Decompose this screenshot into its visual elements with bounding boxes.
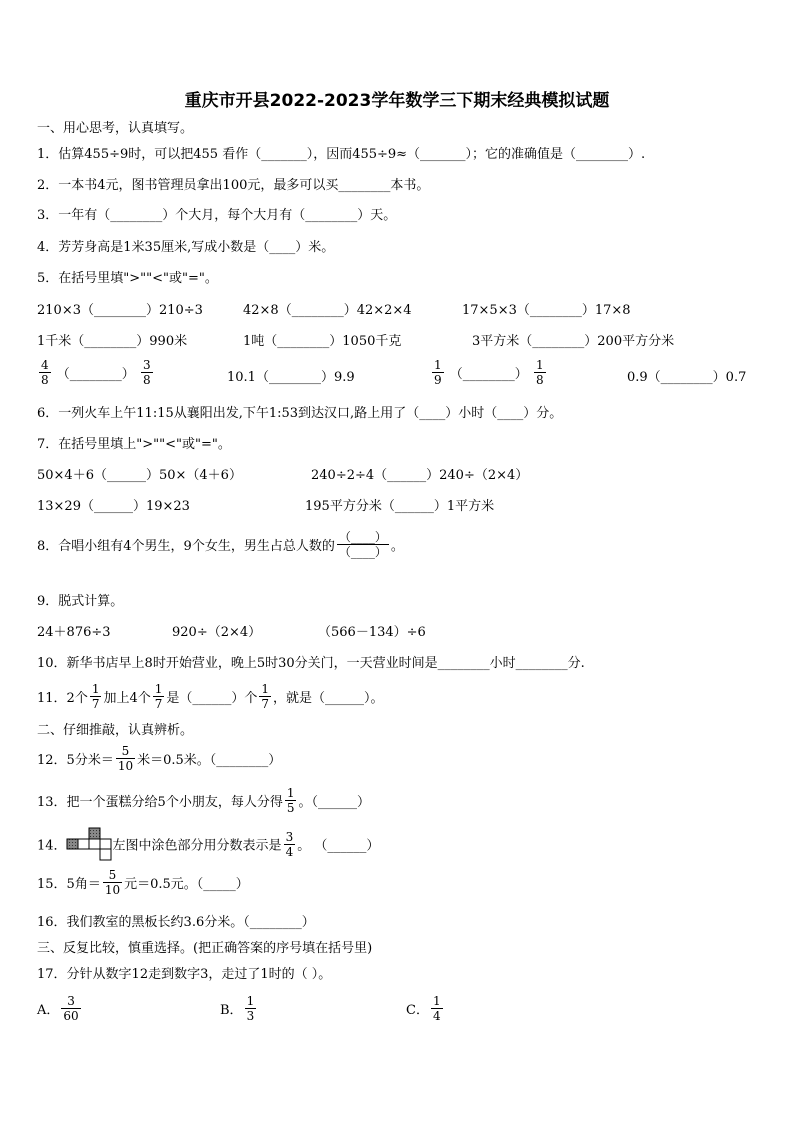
question-6: 6．一列火车上午11:15从襄阳出发,下午1:53到达汉口,路上用了（____）小时（____）分。 (37, 406, 563, 421)
q7-item: 13×29（______）19×23 (37, 499, 190, 514)
fraction: $\frac{1}{3}$ (246, 994, 255, 1023)
fraction: $\frac{3}{8}$ (142, 358, 151, 387)
q5-item: 3平方米（________）200平方分米 (472, 334, 675, 349)
q5-fraction-row (37, 358, 155, 387)
question-10: 10．新华书店早上8时开始营业，晚上5时30分关门，一天营业时间是________小时________分. (37, 656, 585, 671)
q8-end: 。 (390, 539, 404, 554)
q7-item: 195平方分米（______）1平方米 (305, 499, 495, 514)
fraction: $\frac{5}{10}$ (104, 868, 121, 897)
q5-item: 10.1（________）9.9 (227, 370, 355, 385)
section-3-heading: 三、反复比较，慎重选择。(把正确答案的序号填在括号里) (37, 941, 373, 956)
q5-item: 0.9（________）0.7 (627, 370, 747, 385)
q5-item: 17×5×3（________）17×8 (462, 303, 631, 318)
question-13: 13．把一个蛋糕分给5个小朋友，每人分得 $\frac{1}{5}$ 。（______） (37, 786, 370, 815)
q17-option-b: B． $\frac{1}{3}$ (220, 994, 255, 1023)
fraction-blank: $\frac{(\_\_\_\_)}{(\_\_\_\_)}$ (338, 530, 387, 559)
fraction: $\frac{1}{8}$ (535, 358, 544, 387)
question-15: 15．5角＝ $\frac{5}{10}$ 元＝0.5元。（_____） (37, 868, 249, 897)
q9-item: 24＋876÷3 (37, 625, 111, 640)
q5-item: 210×3（________）210÷3 (37, 303, 203, 318)
question-5: 5．在括号里填">""<"或"="。 (37, 271, 218, 286)
fraction: $\frac{1}{5}$ (286, 786, 295, 815)
question-17: 17．分针从数字12走到数字3，走过了1时的（ ）。 (37, 967, 332, 982)
question-3: 3．一年有（________）个大月，每个大月有（________）天。 (37, 208, 397, 223)
fraction: $\frac{1}{7}$ (91, 682, 100, 711)
fraction: $\frac{4}{8}$ (41, 358, 49, 387)
question-8 (37, 530, 404, 559)
q7-item: 50×4＋6（______）50×（4＋6） (37, 468, 242, 483)
question-2: 2．一本书4元，图书管理员拿出100元，最多可以买________本书。 (37, 178, 430, 193)
question-7: 7．在括号里填上">""<"或"="。 (37, 437, 231, 452)
q9-item: （566－134）÷6 (318, 625, 426, 640)
q17-option-a: A． $\frac{3}{60}$ (37, 994, 79, 1023)
section-2-heading: 二、仔细推敲，认真辨析。 (37, 723, 194, 738)
question-4: 4．芳芳身高是1米35厘米,写成小数是（____）米。 (37, 240, 335, 255)
fraction: $\frac{1}{4}$ (432, 994, 441, 1023)
fraction: $\frac{1}{9}$ (434, 358, 442, 387)
shaded-grid-figure (66, 827, 112, 861)
fraction: $\frac{3}{60}$ (63, 994, 79, 1023)
page-title: 重庆市开县2022-2023学年数学三下期末经典模拟试题 (184, 91, 610, 111)
question-11: 11．2个 $\frac{1}{7}$ 加上4个 $\frac{1}{7}$ 是（______）个 $\frac{1}{7}$ ，就是（______）。 (37, 682, 384, 711)
question-9: 9．脱式计算。 (37, 594, 124, 609)
question-12: 12．5分米＝ $\frac{5}{10}$ 米＝0.5米。（________） (37, 744, 282, 773)
section-1-heading: 一、用心思考，认真填写。 (37, 121, 194, 136)
fraction: $\frac{3}{4}$ (285, 829, 294, 859)
q5-item: 1千米（________）990米 (37, 334, 188, 349)
q5-item: 1吨（________）1050千克 (243, 334, 402, 349)
answer-blank: （________） (449, 367, 528, 382)
answer-blank: （________） (56, 367, 135, 382)
question-1: 1．估算455÷9时，可以把455 看作（_______），因而455÷9≈（_______）；它的准确值是（________）. (37, 147, 646, 162)
question-16: 16．我们教室的黑板长约3.6分米。（________） (37, 915, 315, 930)
q9-item: 920÷（2×4） (172, 625, 262, 640)
q17-option-c: C． $\frac{1}{4}$ (406, 994, 441, 1023)
fraction: $\frac{5}{10}$ (117, 744, 134, 773)
q5-item: 42×8（________）42×2×4 (243, 303, 412, 318)
q7-item: 240÷2÷4（______）240÷（2×4） (311, 468, 529, 483)
question-14: 14． 左图中涂色部分用分数表示是 $\frac{3}{4}$ 。 （______） (37, 829, 380, 859)
fraction: $\frac{1}{7}$ (154, 682, 163, 711)
q5-fraction-row (430, 358, 548, 387)
q8-text: 8．合唱小组有4个男生，9个女生，男生占总人数的 (37, 539, 335, 554)
fraction: $\frac{1}{7}$ (261, 682, 270, 711)
